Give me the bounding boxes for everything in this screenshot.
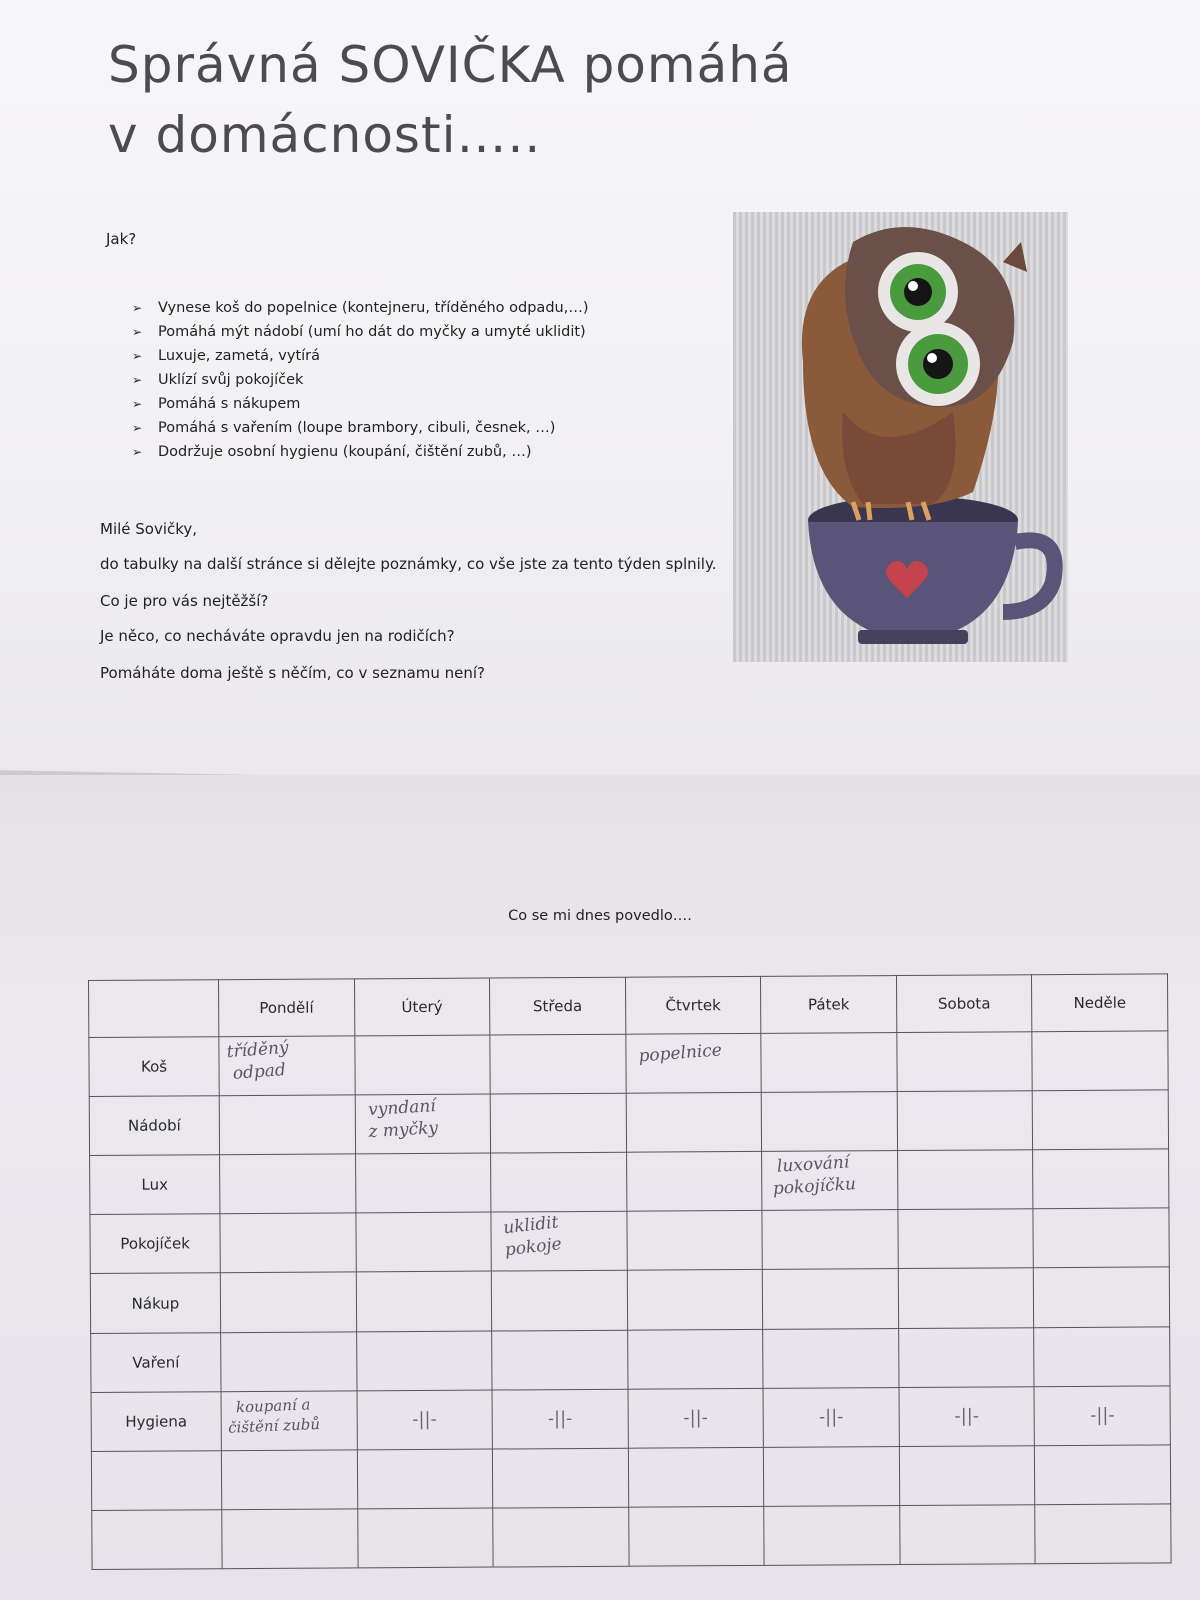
title-line-1: Správná SOVIČKA pomáhá (108, 36, 793, 94)
day-header: Neděle (1032, 974, 1168, 1032)
table-cell (762, 1210, 898, 1270)
letter-line-1: do tabulky na další stránce si dělejte poznámky, co vše jste za tento týden splnily. (100, 555, 717, 573)
ditto-mark: -||- (954, 1405, 979, 1427)
list-item (132, 392, 588, 416)
table-row (90, 1149, 1169, 1215)
table-cell (356, 1331, 492, 1391)
table-cell (900, 1505, 1036, 1565)
table-cell (493, 1507, 629, 1567)
table-row (89, 1031, 1168, 1097)
letter-greeting: Milé Sovičky, (100, 520, 198, 538)
table-cell (219, 1095, 355, 1155)
letter-line-3: Je něco, co necháváte opravdu jen na rodičích? (100, 627, 455, 645)
table-cell (628, 1506, 764, 1566)
day-header: Sobota (896, 975, 1032, 1033)
table-cell (1034, 1267, 1170, 1327)
table-cell (762, 1151, 898, 1211)
arrow-bullet-icon: ➢ (132, 349, 143, 363)
table-cell (764, 1505, 900, 1565)
handwritten-note: popelnice (637, 1040, 723, 1067)
table-cell (222, 1509, 358, 1569)
row-header: Nádobí (89, 1096, 219, 1156)
table-cell (491, 1152, 627, 1212)
task-text: Luxuje, zametá, vytírá (158, 348, 321, 364)
arrow-bullet-icon: ➢ (132, 325, 143, 339)
table-row (89, 1090, 1168, 1156)
table-cell (628, 1388, 764, 1448)
table-cell (491, 1271, 627, 1331)
row-header: Hygiena (91, 1391, 221, 1451)
task-text: Uklízí svůj pokojíček (158, 372, 304, 388)
day-header: Pátek (761, 976, 897, 1034)
table-cell (490, 1034, 626, 1094)
ditto-mark: -||- (818, 1406, 844, 1428)
table-cell (354, 1035, 490, 1095)
table-cell (1035, 1445, 1171, 1505)
row-header: Nákup (90, 1273, 220, 1333)
task-text: Pomáhá mýt nádobí (umí ho dát do myčky a umyté uklidit) (158, 324, 586, 340)
table-cell (628, 1447, 764, 1507)
table-row (90, 1208, 1169, 1274)
handwritten-note: koupaní a čištění zubů (227, 1395, 321, 1437)
table-cell (219, 1036, 355, 1096)
table-cell (897, 1091, 1033, 1151)
table-cell (355, 1212, 491, 1272)
table-cell (490, 1093, 626, 1153)
row-header: Pokojíček (90, 1214, 220, 1274)
table-cell (1033, 1149, 1169, 1209)
task-list (132, 296, 588, 464)
table-cell (1033, 1208, 1169, 1268)
table-caption: Co se mi dnes povedlo…. (508, 908, 692, 924)
table-cell (355, 1094, 491, 1154)
list-item (132, 296, 588, 320)
day-header: Čtvrtek (625, 976, 761, 1034)
table-cell (761, 1092, 897, 1152)
list-item (132, 416, 588, 440)
handwritten-note: luxování pokojíčku (772, 1152, 857, 1200)
day-header: Pondělí (219, 979, 355, 1037)
title-line-2: v domácnosti….. (108, 106, 542, 164)
table-row (91, 1386, 1170, 1452)
table-cell (357, 1449, 493, 1509)
table-cell (220, 1154, 356, 1214)
letter-line-2: Co je pro vás nejtěžší? (100, 592, 269, 610)
table-cell (764, 1446, 900, 1506)
row-header (91, 1450, 221, 1510)
table-cell (899, 1386, 1035, 1446)
list-item (132, 440, 588, 464)
table-cell (220, 1272, 356, 1332)
list-item (132, 368, 588, 392)
table-cell (357, 1390, 493, 1450)
handwritten-note: uklidit pokoje (502, 1212, 563, 1261)
table-cell (899, 1445, 1035, 1505)
owl-illustration (733, 212, 1068, 662)
table-row (92, 1504, 1171, 1570)
table-cell (221, 1450, 357, 1510)
table-cell (626, 1093, 762, 1153)
table-cell (220, 1213, 356, 1273)
table-cell (626, 1152, 762, 1212)
table-cell (897, 1032, 1033, 1092)
handwritten-note: vyndaní z myčky (367, 1096, 439, 1143)
handwritten-note: tříděný odpad (225, 1037, 290, 1085)
weekly-chores-table (88, 973, 1172, 1570)
ditto-mark: -||- (1090, 1404, 1115, 1427)
list-item (132, 320, 588, 344)
table-cell (1034, 1326, 1170, 1386)
table-cell (492, 1389, 628, 1449)
arrow-bullet-icon: ➢ (132, 421, 143, 435)
table-row (90, 1267, 1169, 1333)
table-cell (627, 1270, 763, 1330)
task-text: Pomáhá s vařením (loupe brambory, cibuli, česnek, …) (158, 420, 556, 436)
task-text: Pomáhá s nákupem (158, 396, 301, 412)
table-cell (1032, 1031, 1168, 1091)
table-cell (898, 1209, 1034, 1269)
table-row (91, 1445, 1170, 1511)
table-cell (357, 1508, 493, 1568)
table-cell (763, 1387, 899, 1447)
table-cell (1033, 1090, 1169, 1150)
table-header-row (89, 974, 1168, 1038)
day-header: Středa (490, 977, 626, 1035)
table-cell (492, 1448, 628, 1508)
ditto-mark: -||- (547, 1408, 573, 1430)
arrow-bullet-icon: ➢ (132, 397, 143, 411)
day-header: Úterý (354, 978, 490, 1036)
arrow-bullet-icon: ➢ (132, 301, 143, 315)
page-title (108, 30, 908, 170)
table-cell (898, 1268, 1034, 1328)
table-cell (763, 1269, 899, 1329)
row-header: Vaření (91, 1332, 221, 1392)
question-heading: Jak? (106, 230, 137, 248)
table-cell (221, 1391, 357, 1451)
table-cell (627, 1211, 763, 1271)
task-text: Vynese koš do popelnice (kontejneru, tříděného odpadu,…) (158, 300, 589, 316)
table-cell (897, 1150, 1033, 1210)
arrow-bullet-icon: ➢ (132, 373, 143, 387)
table-cell (626, 1033, 762, 1093)
table-cell (898, 1327, 1034, 1387)
corner-cell (89, 980, 219, 1038)
table-cell (763, 1328, 899, 1388)
table-cell (761, 1033, 897, 1093)
table-cell (1035, 1504, 1171, 1564)
table-row (91, 1326, 1170, 1392)
row-header (92, 1510, 222, 1570)
table-cell (355, 1153, 491, 1213)
letter-line-4: Pomáháte doma ještě s něčím, co v seznamu není? (100, 664, 486, 682)
ditto-mark: -||- (412, 1409, 437, 1431)
list-item (132, 344, 588, 368)
table-cell (1034, 1386, 1170, 1446)
row-header: Lux (90, 1155, 220, 1215)
table-cell (221, 1331, 357, 1391)
row-header: Koš (89, 1037, 219, 1097)
table-cell (627, 1329, 763, 1389)
table-cell (492, 1330, 628, 1390)
table-cell (491, 1212, 627, 1272)
arrow-bullet-icon: ➢ (132, 445, 143, 459)
task-text: Dodržuje osobní hygienu (koupání, čištění zubů, …) (158, 444, 532, 460)
table-cell (356, 1272, 492, 1332)
ditto-mark: -||- (683, 1407, 708, 1429)
